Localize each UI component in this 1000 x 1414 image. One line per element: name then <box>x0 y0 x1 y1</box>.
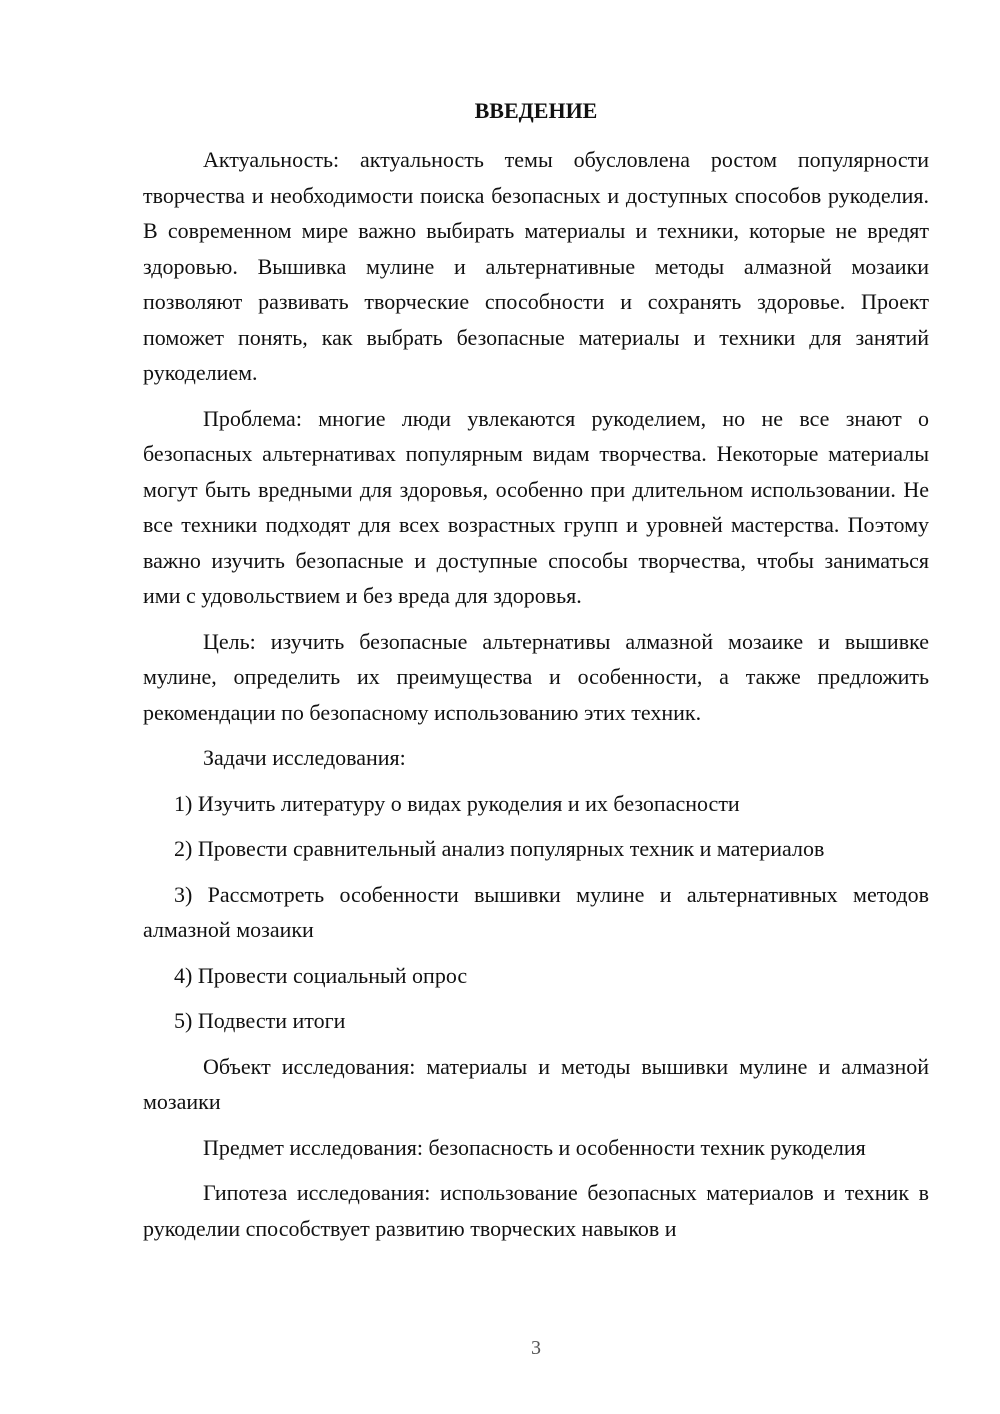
problem-paragraph: Проблема: многие люди увлекаются рукоделием, но не все знают о безопасных альтернативах популярным видам творчества. Некоторые материалы могут быть вредными для здоровья, особенно при длительном использовании. Не все техники подходят для всех возрастных групп и уровней мастерства. Поэтому важно изучить безопасные и доступные способы творчества, чтобы заниматься ими с удовольствием и без вреда для здоровья. <box>143 405 929 608</box>
task-item-4: 4) Провести социальный опрос <box>174 962 468 988</box>
object-paragraph: Объект исследования: материалы и методы вышивки мулине и алмазной мозаики <box>143 1053 929 1114</box>
tasks-heading: Задачи исследования: <box>203 745 406 770</box>
task-item-1: 1) Изучить литературу о видах рукоделия и их безопасности <box>174 790 740 816</box>
page-number: 3 <box>531 1337 541 1359</box>
relevance-paragraph: Актуальность: актуальность темы обусловлена ростом популярности творчества и необходимости поиска безопасных и доступных способов рукоделия. В современном мире важно выбирать материалы и техники, которые не вредят здоровью. Вышивка мулине и альтернативные методы алмазной мозаики позволяют развивать творческие способности и сохранять здоровье. Проект поможет понять, как выбрать безопасные материалы и техники для занятий рукоделием. <box>143 147 929 385</box>
subject-paragraph: Предмет исследования: безопасность и особенности техник рукоделия <box>203 1134 866 1160</box>
task-item-3: 3) Рассмотреть особенности вышивки мулине и альтернативных методов алмазной мозаики <box>143 881 929 942</box>
task-item-5: 5) Подвести итоги <box>174 1008 346 1033</box>
task-item-2: 2) Провести сравнительный анализ популярных техник и материалов <box>174 836 825 861</box>
document-body <box>143 142 929 1256</box>
goal-paragraph: Цель: изучить безопасные альтернативы алмазной мозаике и вышивке мулине, определить их преимущества и особенности, а также предложить рекомендации по безопасному использованию этих техник. <box>143 628 929 725</box>
page-title: ВВЕДЕНИЕ <box>474 98 598 123</box>
hypothesis-paragraph: Гипотеза исследования: использование безопасных материалов и техник в рукоделии способствует развитию творческих навыков и <box>143 1180 929 1241</box>
